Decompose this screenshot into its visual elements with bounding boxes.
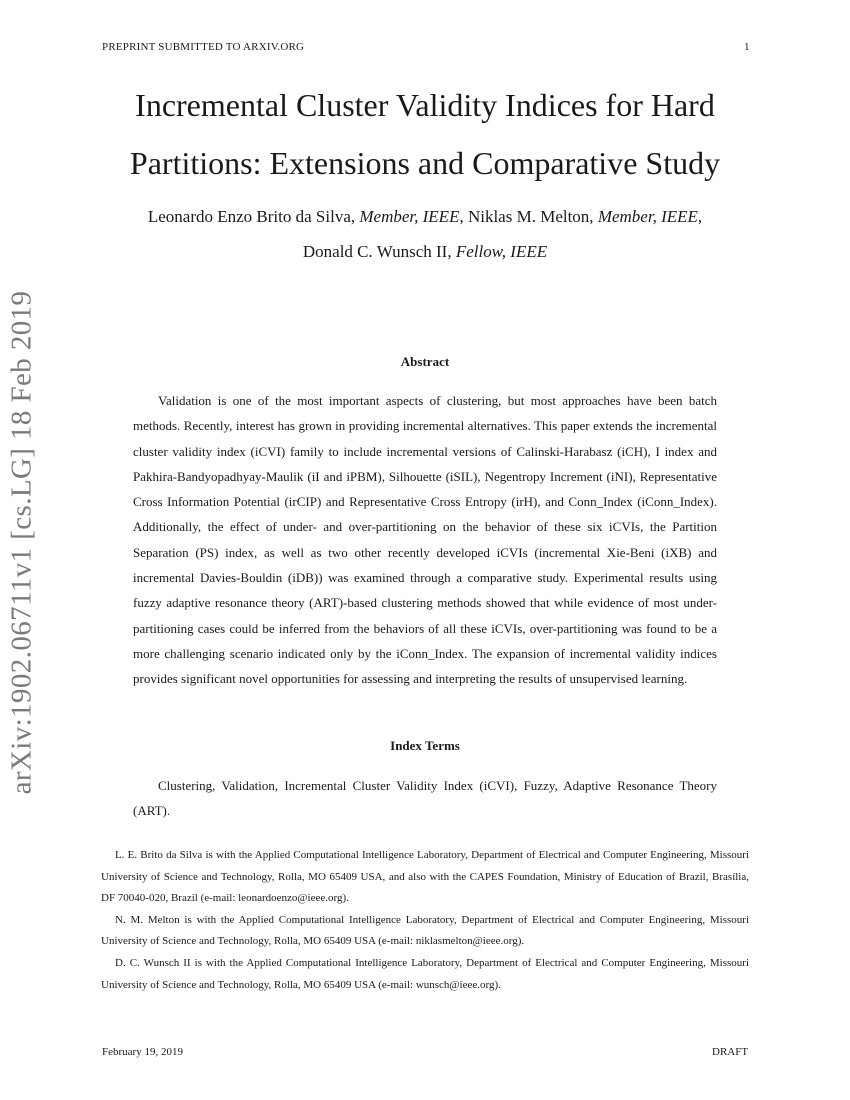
abstract-text: Validation is one of the most important aspects of clustering, but most approaches have been batch methods. Recently, interest has grown in providing incremental alternatives. This paper extends the incremental cluster validity index (iCVI) family to include incremental versions of Calinski-Harabasz (iCH), I index and Pakhira-Bandyopadhyay-Maulik (iI and iPBM), Silhouette (iSIL), Negentropy Increment (iNI), Representative Cross Information Potential (irCIP) and Representative Cross Entropy (irH), and Conn_Index (iConn_Index). Additionally, the effect of under- and over-partitioning on the behavior of these six iCVIs, the Partition Separation (PS) index, as well as two other recently developed iCVIs (incremental Xie-Beni (iXB) and incremental Davies-Bouldin (iDB)) was examined through a comparative study. Experimental results using fuzzy adaptive resonance theory (ART)-based clustering methods showed that while evidence of most under-partitioning cases could be inferred from the behaviors of all these iCVIs, over-partitioning was found to be a more challenging scenario indicated only by the iConn_Index. The expansion of incremental validity indices provides significant novel opportunities for assessing and interpreting the results of unsupervised learning.	[133, 393, 717, 687]
author-footnotes	[101, 845, 749, 996]
footnote-1: L. E. Brito da Silva is with the Applied Computational Intelligence Laboratory, Department of Electrical and Computer Engineering, Missouri University of Science and Technology, Rolla, MO 65409 USA, and also with the CAPES Foundation, Ministry of Education of Brazil, Brasília, DF 70040-020, Brazil (e-mail: leonardoenzo@ieee.org).	[101, 849, 749, 905]
author-line-2	[60, 234, 790, 269]
author-1-role: Member, IEEE,	[359, 207, 464, 226]
running-head: PREPRINT SUBMITTED TO ARXIV.ORG	[102, 41, 305, 53]
author-block	[60, 199, 790, 269]
footer-date: February 19, 2019	[102, 1046, 183, 1058]
footnote-3: D. C. Wunsch II is with the Applied Computational Intelligence Laboratory, Department of Electrical and Computer Engineering, Missouri University of Science and Technology, Rolla, MO 65409 USA (e-mail: wunsch@ieee.org).	[101, 956, 749, 991]
title-line-1: Incremental Cluster Validity Indices for Hard	[135, 87, 715, 123]
author-2-name: Niklas M. Melton,	[467, 207, 594, 226]
footnote-2: N. M. Melton is with the Applied Computational Intelligence Laboratory, Department of Electrical and Computer Engineering, Missouri University of Science and Technology, Rolla, MO 65409 USA (e-mail: niklasmelton@ieee.org).	[101, 913, 749, 948]
page-number: 1	[744, 41, 750, 53]
author-2-role: Member, IEEE,	[597, 207, 703, 226]
author-line-1	[60, 199, 790, 234]
paper-title	[60, 76, 790, 192]
index-terms-heading: Index Terms	[390, 738, 460, 753]
index-terms-text: Clustering, Validation, Incremental Cluster Validity Index (iCVI), Fuzzy, Adaptive Resonance Theory (ART).	[133, 778, 717, 818]
arxiv-stamp-text: arXiv:1902.06711v1 [cs.LG] 18 Feb 2019	[5, 290, 38, 794]
author-3-role: Fellow, IEEE	[455, 242, 548, 261]
arxiv-stamp	[0, 290, 44, 794]
author-1-name: Leonardo Enzo Brito da Silva,	[147, 207, 356, 226]
author-3-name: Donald C. Wunsch II,	[302, 242, 452, 261]
title-line-2: Partitions: Extensions and Comparative Study	[129, 145, 721, 181]
footer-status: DRAFT	[712, 1046, 749, 1058]
abstract-heading: Abstract	[400, 354, 450, 369]
